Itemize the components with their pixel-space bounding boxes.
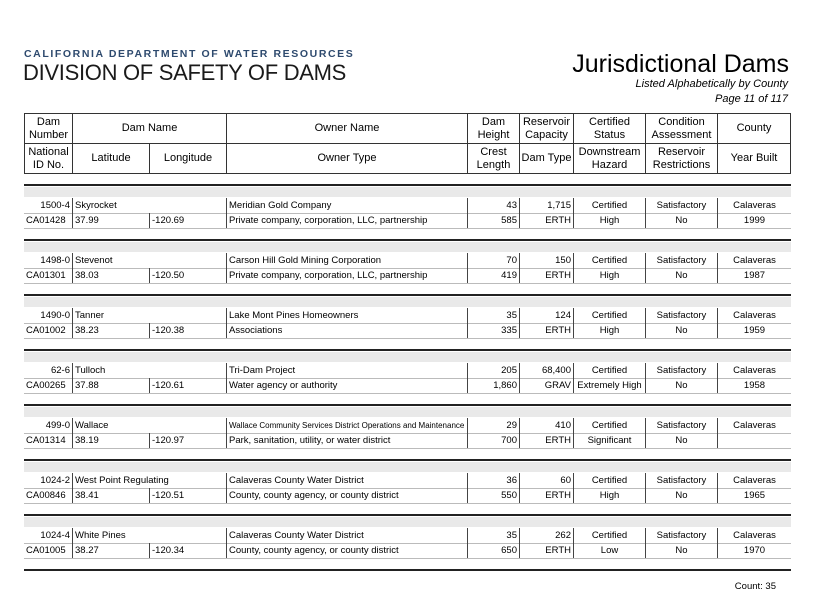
cell-certified-status: Certified	[573, 253, 645, 268]
record-spacer-band	[24, 242, 791, 252]
record-line-2-underline	[24, 338, 791, 339]
section-rule	[24, 184, 791, 186]
record-separator	[24, 239, 791, 241]
header-reservoir-capacity: Reservoir Capacity	[519, 113, 574, 144]
cell-reservoir-capacity: 150	[519, 253, 573, 268]
header-national-id: National ID No.	[24, 143, 73, 174]
cell-dam-type: ERTH	[519, 323, 573, 338]
record-line-2-underline	[24, 393, 791, 394]
header-crest-length: Crest Length	[467, 143, 520, 174]
cell-crest-length: 700	[467, 433, 519, 448]
division-name: DIVISION OF SAFETY OF DAMS	[23, 60, 347, 85]
cell-dam-name: Tanner	[72, 308, 226, 323]
record-spacer-band	[24, 462, 791, 472]
cell-year-built	[717, 433, 791, 448]
cell-county: Calaveras	[717, 418, 791, 433]
report-title: Jurisdictional Dams	[572, 50, 789, 78]
cell-county: Calaveras	[717, 253, 791, 268]
cell-dam-name: Tulloch	[72, 363, 226, 378]
record-separator	[24, 569, 791, 571]
cell-year-built: 1965	[717, 488, 791, 503]
cell-downstream-hazard: High	[573, 268, 645, 283]
cell-condition-assessment: Satisfactory	[645, 418, 717, 433]
header-longitude: Longitude	[149, 143, 227, 174]
header-dam-type: Dam Type	[519, 143, 574, 174]
cell-owner-type: County, county agency, or county district	[226, 488, 467, 503]
record-count: Count: 35	[734, 581, 776, 592]
header-reservoir-restrictions: Reservoir Restrictions	[645, 143, 718, 174]
cell-dam-number: 1498-0	[40, 255, 70, 266]
cell-owner-name: Meridian Gold Company	[226, 198, 467, 213]
cell-reservoir-restrictions: No	[645, 213, 717, 228]
cell-dam-name: West Point Regulating	[72, 473, 226, 488]
cell-longitude: -120.34	[149, 543, 226, 558]
cell-dam-number: 1500-4	[40, 200, 70, 211]
record-spacer-band	[24, 407, 791, 417]
cell-reservoir-restrictions: No	[645, 433, 717, 448]
record-separator	[24, 349, 791, 351]
cell-dam-number: 62-6	[50, 365, 70, 376]
cell-condition-assessment: Satisfactory	[645, 473, 717, 488]
cell-year-built: 1999	[717, 213, 791, 228]
cell-certified-status: Certified	[573, 198, 645, 213]
cell-certified-status: Certified	[573, 308, 645, 323]
cell-dam-height: 29	[467, 418, 519, 433]
cell-owner-type: Private company, corporation, LLC, partnership	[226, 213, 467, 228]
cell-dam-height: 70	[467, 253, 519, 268]
header-dam-name: Dam Name	[72, 113, 227, 144]
cell-owner-type: Private company, corporation, LLC, partnership	[226, 268, 467, 283]
record-separator	[24, 459, 791, 461]
cell-county: Calaveras	[717, 198, 791, 213]
cell-certified-status: Certified	[573, 363, 645, 378]
cell-longitude: -120.61	[149, 378, 226, 393]
header-owner-type: Owner Type	[226, 143, 468, 174]
cell-crest-length: 585	[467, 213, 519, 228]
header-downstream-hazard: Downstream Hazard	[573, 143, 646, 174]
cell-county: Calaveras	[717, 363, 791, 378]
cell-crest-length: 550	[467, 488, 519, 503]
cell-reservoir-capacity: 410	[519, 418, 573, 433]
record-spacer-band	[24, 352, 791, 362]
header-dam-height: Dam Height	[467, 113, 520, 144]
cell-dam-height: 205	[467, 363, 519, 378]
cell-dam-type: ERTH	[519, 213, 573, 228]
cell-longitude: -120.69	[149, 213, 226, 228]
cell-dam-name: Skyrocket	[72, 198, 226, 213]
cell-latitude: 37.88	[72, 378, 149, 393]
cell-dam-type: ERTH	[519, 488, 573, 503]
cell-reservoir-capacity: 68,400	[519, 363, 573, 378]
cell-owner-type: County, county agency, or county district	[226, 543, 467, 558]
cell-dam-height: 36	[467, 473, 519, 488]
report-subtitle: Listed Alphabetically by County	[635, 78, 788, 90]
cell-owner-name: Calaveras County Water District	[226, 473, 467, 488]
record-line-2-underline	[24, 283, 791, 284]
cell-reservoir-restrictions: No	[645, 268, 717, 283]
cell-reservoir-restrictions: No	[645, 323, 717, 338]
record-line-2-underline	[24, 448, 791, 449]
cell-owner-name: Calaveras County Water District	[226, 528, 467, 543]
cell-year-built: 1959	[717, 323, 791, 338]
cell-dam-number: 499-0	[45, 420, 70, 431]
record-line-2-underline	[24, 228, 791, 229]
cell-latitude: 38.19	[72, 433, 149, 448]
header-latitude: Latitude	[72, 143, 150, 174]
cell-year-built: 1970	[717, 543, 791, 558]
cell-latitude: 38.41	[72, 488, 149, 503]
cell-national-id: CA00265	[26, 380, 66, 391]
cell-dam-number: 1024-4	[40, 530, 70, 541]
cell-national-id: CA00846	[26, 490, 66, 501]
cell-national-id: CA01002	[26, 325, 66, 336]
cell-latitude: 37.99	[72, 213, 149, 228]
cell-crest-length: 1,860	[467, 378, 519, 393]
cell-downstream-hazard: High	[573, 488, 645, 503]
cell-dam-type: GRAV	[519, 378, 573, 393]
cell-certified-status: Certified	[573, 473, 645, 488]
record-spacer-band	[24, 187, 791, 197]
header-certified-status: Certified Status	[573, 113, 646, 144]
cell-year-built: 1987	[717, 268, 791, 283]
cell-longitude: -120.51	[149, 488, 226, 503]
cell-latitude: 38.27	[72, 543, 149, 558]
cell-downstream-hazard: Low	[573, 543, 645, 558]
cell-owner-name: Tri-Dam Project	[226, 363, 467, 378]
cell-national-id: CA01005	[26, 545, 66, 556]
cell-longitude: -120.97	[149, 433, 226, 448]
record-separator	[24, 514, 791, 516]
cell-reservoir-capacity: 60	[519, 473, 573, 488]
cell-condition-assessment: Satisfactory	[645, 528, 717, 543]
cell-owner-name: Wallace Community Services District Operations and Maintenance	[226, 418, 467, 433]
cell-dam-height: 35	[467, 528, 519, 543]
record-line-2-underline	[24, 558, 791, 559]
cell-condition-assessment: Satisfactory	[645, 198, 717, 213]
cell-dam-type: ERTH	[519, 433, 573, 448]
cell-county: Calaveras	[717, 528, 791, 543]
cell-dam-number: 1490-0	[40, 310, 70, 321]
cell-county: Calaveras	[717, 308, 791, 323]
cell-longitude: -120.50	[149, 268, 226, 283]
cell-downstream-hazard: Extremely High	[573, 378, 645, 393]
record-separator	[24, 294, 791, 296]
cell-downstream-hazard: High	[573, 323, 645, 338]
cell-condition-assessment: Satisfactory	[645, 308, 717, 323]
cell-downstream-hazard: Significant	[573, 433, 645, 448]
cell-reservoir-restrictions: No	[645, 378, 717, 393]
cell-latitude: 38.03	[72, 268, 149, 283]
cell-dam-type: ERTH	[519, 543, 573, 558]
header-condition-assessment: Condition Assessment	[645, 113, 718, 144]
cell-reservoir-capacity: 262	[519, 528, 573, 543]
cell-dam-height: 43	[467, 198, 519, 213]
cell-reservoir-restrictions: No	[645, 488, 717, 503]
record-spacer-band	[24, 517, 791, 527]
page-number: Page 11 of 117	[715, 93, 788, 105]
cell-certified-status: Certified	[573, 528, 645, 543]
cell-crest-length: 419	[467, 268, 519, 283]
cell-dam-type: ERTH	[519, 268, 573, 283]
cell-dam-name: Wallace	[72, 418, 226, 433]
cell-national-id: CA01301	[26, 270, 66, 281]
record-line-2-underline	[24, 503, 791, 504]
cell-crest-length: 650	[467, 543, 519, 558]
record-spacer-band	[24, 297, 791, 307]
cell-owner-type: Water agency or authority	[226, 378, 467, 393]
cell-national-id: CA01428	[26, 215, 66, 226]
header-county: County	[717, 113, 791, 144]
cell-owner-name: Lake Mont Pines Homeowners	[226, 308, 467, 323]
cell-year-built: 1958	[717, 378, 791, 393]
header-dam-number: Dam Number	[24, 113, 73, 144]
cell-reservoir-capacity: 124	[519, 308, 573, 323]
cell-reservoir-capacity: 1,715	[519, 198, 573, 213]
header-year-built: Year Built	[717, 143, 791, 174]
agency-name: CALIFORNIA DEPARTMENT OF WATER RESOURCES	[24, 48, 355, 60]
record-separator	[24, 404, 791, 406]
cell-reservoir-restrictions: No	[645, 543, 717, 558]
cell-owner-name: Carson Hill Gold Mining Corporation	[226, 253, 467, 268]
cell-certified-status: Certified	[573, 418, 645, 433]
header-owner-name: Owner Name	[226, 113, 468, 144]
cell-latitude: 38.23	[72, 323, 149, 338]
cell-dam-number: 1024-2	[40, 475, 70, 486]
cell-dam-name: Stevenot	[72, 253, 226, 268]
cell-county: Calaveras	[717, 473, 791, 488]
cell-owner-type: Park, sanitation, utility, or water district	[226, 433, 467, 448]
cell-condition-assessment: Satisfactory	[645, 363, 717, 378]
cell-crest-length: 335	[467, 323, 519, 338]
cell-dam-name: White Pines	[72, 528, 226, 543]
cell-national-id: CA01314	[26, 435, 66, 446]
cell-owner-type: Associations	[226, 323, 467, 338]
cell-dam-height: 35	[467, 308, 519, 323]
cell-longitude: -120.38	[149, 323, 226, 338]
cell-downstream-hazard: High	[573, 213, 645, 228]
cell-condition-assessment: Satisfactory	[645, 253, 717, 268]
